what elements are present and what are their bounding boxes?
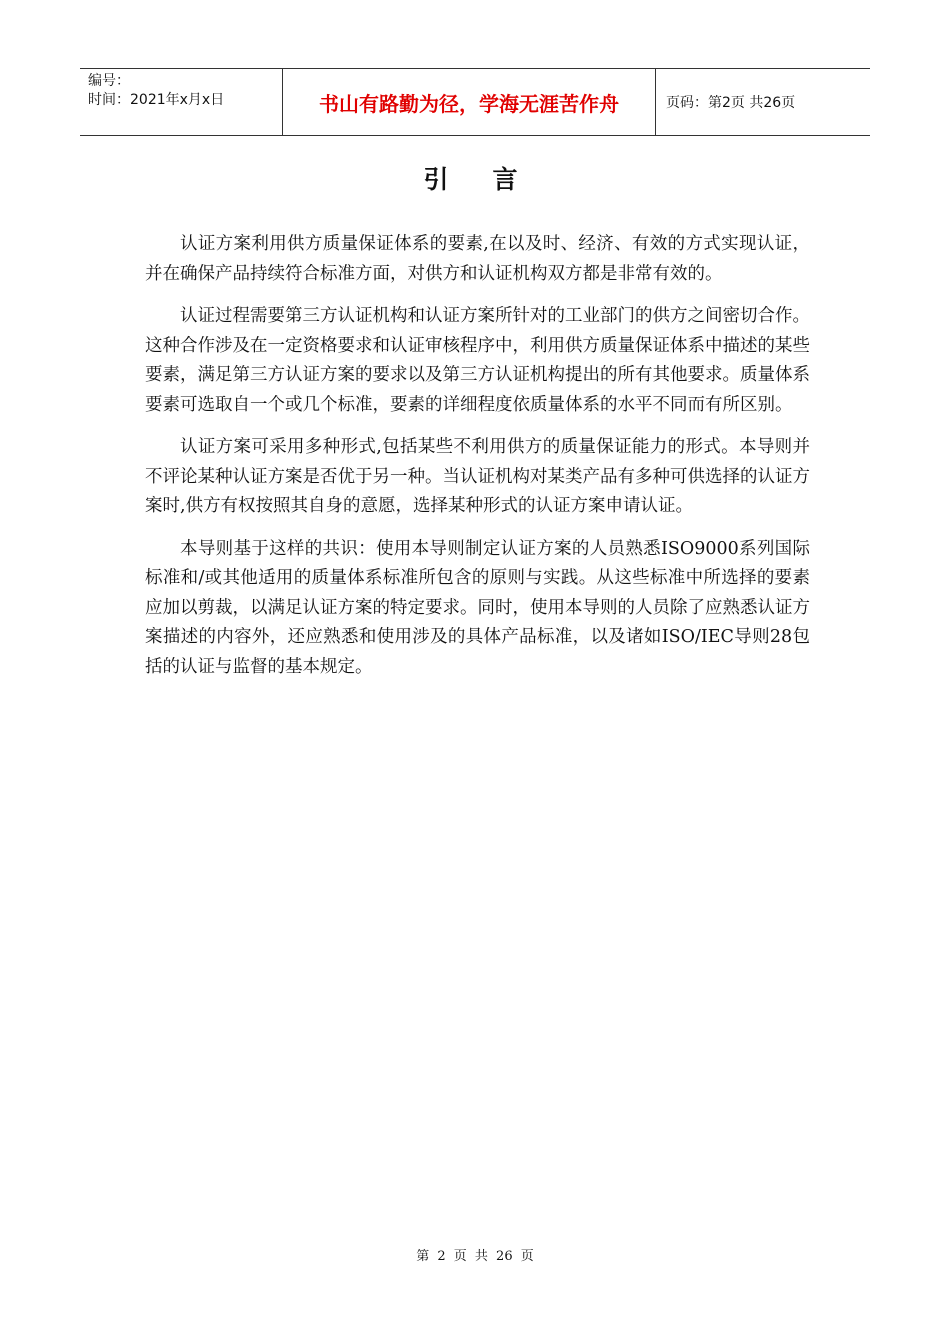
paragraph: 本导则基于这样的共识：使用本导则制定认证方案的人员熟悉ISO9000系列国际标准和/或其他适用的质量体系标准所包含的原则与实践。从这些标准中所选择的要素应加以剪裁，以满足认证方案的特定要求。同时，使用本导则的人员除了应熟悉认证方案描述的内容外，还应熟悉和使用涉及的具体产品标准，以及诸如ISO/IEC导则28包括的认证与监督的基本规定。 [145, 538, 810, 677]
document-time-label: 时间：2021年x月x日 [88, 92, 225, 108]
document-body [145, 230, 810, 695]
page-footer: 第 2 页 共 26 页 [416, 1249, 534, 1264]
document-number-label: 编号： [88, 73, 130, 89]
header-page-number: 页码：第2页 共26页 [666, 95, 796, 111]
paragraph: 认证方案可采用多种形式,包括某些不利用供方的质量保证能力的形式。本导则并不评论某种认证方案是否优于另一种。当认证机构对某类产品有多种可供选择的认证方案时,供方有权按照其自身的意愿，选择某种形式的认证方案申请认证。 [145, 437, 810, 516]
page-title: 引言 [423, 165, 562, 194]
header-meta [80, 69, 283, 135]
document-header [80, 68, 870, 136]
paragraph: 认证过程需要第三方认证机构和认证方案所针对的工业部门的供方之间密切合作。这种合作涉及在一定资格要求和认证审核程序中，利用供方质量保证体系中描述的某些要素，满足第三方认证方案的要求以及第三方认证机构提出的所有其他要求。质量体系要素可选取自一个或几个标准，要素的详细程度依质量体系的水平不同而有所区别。 [145, 306, 810, 415]
header-motto: 书山有路勤为径，学海无涯苦作舟 [283, 69, 656, 135]
paragraph: 认证方案利用供方质量保证体系的要素,在以及时、经济、有效的方式实现认证，并在确保产品持续符合标准方面，对供方和认证机构双方都是非常有效的。 [145, 234, 810, 284]
